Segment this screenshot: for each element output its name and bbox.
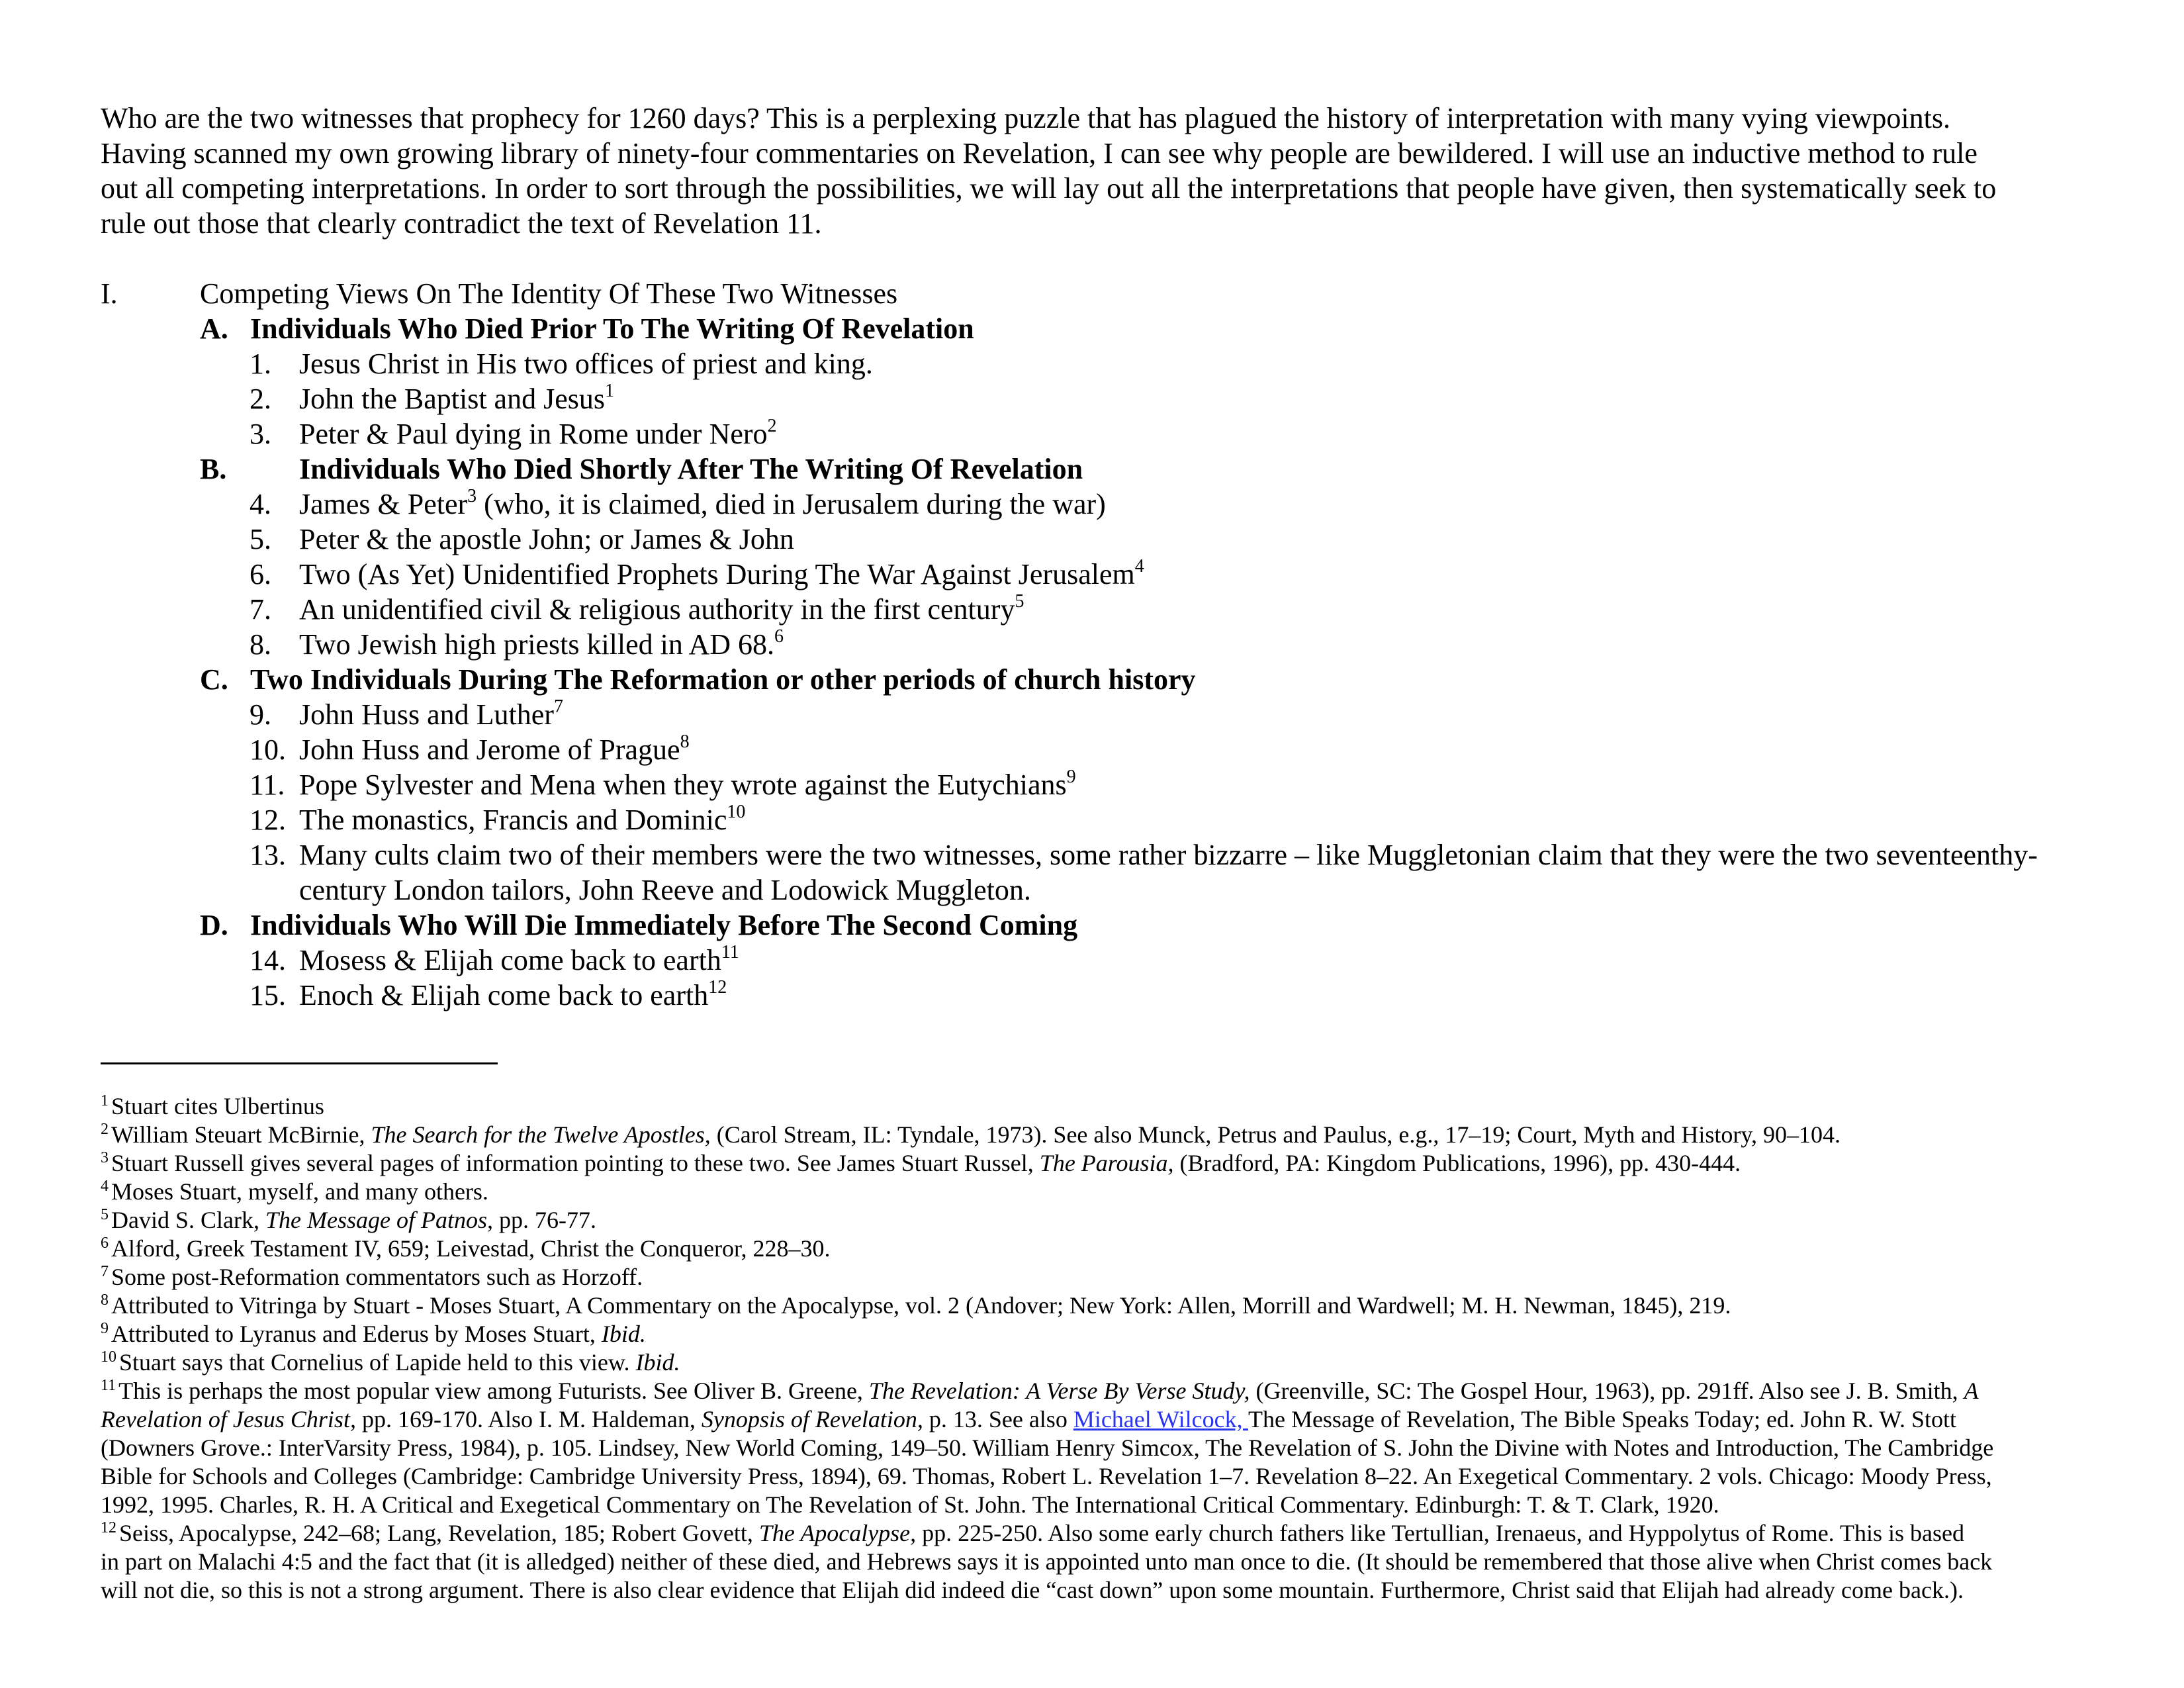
group-title: Individuals Who Died Prior To The Writing Of Revelation [250,312,974,345]
outline-group-heading [101,311,2152,346]
footnote [101,1235,2126,1263]
outline-item [101,943,2152,978]
footnote-text: Stuart cites Ulbertinus [111,1093,324,1119]
group-label: D. [200,909,228,941]
item-number: 10. [250,733,286,766]
group-label: A. [200,312,228,345]
outline-groups [101,311,2152,1013]
item-number: 13. [250,839,286,871]
footnote-text: (Carol Stream, IL: Tyndale, 1973). See also Munck, Petrus and Paulus, e.g., 17–19; Court, Myth and History, 90–104. [710,1121,1841,1148]
item-text-wrap [299,487,1106,522]
footnote-ref[interactable]: 5 [1015,591,1024,612]
outline-item [101,557,2152,592]
item-number: 1. [250,348,271,380]
footnote-ref[interactable]: 11 [721,942,739,963]
footnote-text: (Greenville, SC: The Gospel Hour, 1963), pp. 291ff. Also see J. B. Smith, [1250,1378,1964,1404]
intro-line: out all competing interpretations. In order to sort through the possibilities, we will lay out all the interpretations that people have given, then systematically seek to [101,172,1997,205]
footnote [101,1121,2126,1149]
footnote-text: Some post-Reformation commentators such as Horzoff. [111,1264,643,1290]
footnote-text: pp. 76-77. [492,1207,596,1233]
footnote-title: The Apocalypse, [758,1520,917,1546]
item-text-wrap [299,627,784,662]
footnote-ref[interactable]: 9 [1066,767,1076,788]
footnote-title: A [1964,1378,1979,1404]
intro-line: rule out those that clearly contradict the text of Revelation 11. [101,207,822,240]
footnote-number: 9 [101,1320,109,1337]
footnote-title: Synopsis of Revelation, [701,1406,923,1432]
outline [101,276,2152,1013]
item-text: An unidentified civil & religious authority in the first century [299,593,1015,626]
item-text-wrap [299,416,777,451]
footnote-text: in part on Malachi 4:5 and the fact that (it is alledged) neither of these died, and Hebrews says it is appointed unto man once to die. (It should be remembered that those alive when Christ comes back [101,1548,1993,1575]
outline-item [101,592,2152,627]
item-number: 12. [250,804,286,836]
footnote-text: The Message of Revelation, The Bible Speaks Today; ed. John R. W. Stott [1248,1406,1957,1432]
footnote-number: 3 [101,1149,109,1166]
footnote-line [101,1405,2126,1434]
footnote-text: Stuart says that Cornelius of Lapide held to this view. [119,1349,636,1376]
footnote-text: Moses Stuart, myself, and many others. [111,1178,488,1205]
footnote [101,1348,2126,1377]
outline-section [101,276,2152,311]
item-text: John Huss and Luther [299,698,554,731]
footnote-title: The Parousia, [1039,1150,1174,1176]
outline-item [101,978,2152,1013]
footnote-number: 7 [101,1263,109,1280]
footnote-title: Ibid. [601,1321,646,1347]
item-text-line2: century London tailors, John Reeve and Lodowick Muggleton. [299,874,1031,906]
item-text: The monastics, Francis and Dominic [299,804,727,836]
footnote-title: Ibid. [635,1349,680,1376]
item-text: Two (As Yet) Unidentified Prophets During The War Against Jerusalem [299,558,1135,590]
footnote-line [101,1576,2126,1605]
footnote-text: Bible for Schools and Colleges (Cambridge: Cambridge University Press, 1894), 69. Thomas, Robert L. Revelation 1–7. Revelation 8–22. An Exegetical Commentary. 2 vols. Chicago: Moody Press, [101,1463,1992,1489]
footnote-ref[interactable]: 2 [767,416,777,437]
item-text-wrap [299,802,745,837]
item-number: 5. [250,523,271,555]
footnote-text: Alford, Greek Testament IV, 659; Leivestad, Christ the Conqueror, 228–30. [111,1235,831,1262]
item-text-wrap [299,943,739,978]
item-number: 9. [250,698,271,731]
item-number: 6. [250,558,271,590]
footnote-line [101,1548,2126,1576]
item-number: 7. [250,593,271,626]
footnote-number: 4 [101,1178,109,1195]
item-number: 11. [250,769,285,801]
footnote-ref[interactable]: 4 [1134,556,1144,577]
footnote-number: 10 [101,1348,116,1366]
footnote-title: The Message of Patnos, [265,1207,493,1233]
item-number: 4. [250,488,271,520]
item-text-wrap [299,381,614,416]
footnote-number: 5 [101,1206,109,1223]
footnote [101,1519,2126,1605]
outline-item [101,802,2152,837]
footnote-link[interactable]: Michael Wilcock, [1073,1406,1248,1432]
footnote-ref[interactable]: 7 [553,696,563,718]
outline-item [101,346,2152,381]
item-text-wrap [299,346,873,381]
item-text-wrap [299,837,2038,908]
item-text: James & Peter [299,488,468,520]
item-text: Many cults claim two of their members were the two witnesses, some rather bizzarre – like Muggletonian claim that they were the two seventeenthy- [299,839,2038,871]
footnote [101,1206,2126,1235]
intro-line: Who are the two witnesses that prophecy for 1260 days? This is a perplexing puzzle that has plagued the history of interpretation with many vying viewpoints. [101,102,1950,134]
footnote-ref[interactable]: 12 [708,977,727,998]
item-text: Jesus Christ in His two offices of priest and king. [299,348,873,380]
footnote-title: Revelation of Jesus Christ, [101,1406,356,1432]
footnote-line [101,1491,2126,1519]
outline-item [101,732,2152,767]
footnote-text: 1992, 1995. Charles, R. H. A Critical and Exegetical Commentary on The Revelation of St. John. The International Critical Commentary. Edinburgh: T. & T. Clark, 1920. [101,1491,1719,1518]
footnote-number: 8 [101,1291,109,1309]
group-title: Two Individuals During The Reformation or other periods of church history [250,663,1196,696]
footnote-text: pp. 169-170. Also I. M. Haldeman, [355,1406,702,1432]
footnote-ref[interactable]: 6 [774,626,784,647]
footnote-text: Attributed to Lyranus and Ederus by Moses Stuart, [111,1321,602,1347]
outline-item [101,416,2152,451]
outline-item [101,627,2152,662]
item-text: Mosess & Elijah come back to earth [299,944,721,976]
footnote-line [101,1434,2126,1462]
item-text-wrap [299,557,1144,592]
item-text: Peter & Paul dying in Rome under Nero [299,418,768,450]
footnote-number: 2 [101,1121,109,1138]
item-number: 3. [250,418,271,450]
footnote-number: 6 [101,1235,109,1252]
outline-item [101,381,2152,416]
outline-item [101,697,2152,732]
group-title: Individuals Who Died Shortly After The Writing Of Revelation [299,453,1083,485]
section-title: Competing Views On The Identity Of These Two Witnesses [200,277,898,310]
item-text: Two Jewish high priests killed in AD 68. [299,628,775,661]
footnote-text: Stuart Russell gives several pages of information pointing to these two. See James Stuart Russel, [111,1150,1040,1176]
item-text: Pope Sylvester and Mena when they wrote against the Eutychians [299,769,1067,801]
item-text: John the Baptist and Jesus [299,383,605,415]
item-text-wrap [299,732,690,767]
footnote [101,1092,2126,1121]
intro-line: Having scanned my own growing library of ninety-four commentaries on Revelation, I can see why people are bewildered. I will use an inductive method to rule [101,137,1978,169]
footnote-text: David S. Clark, [111,1207,265,1233]
footnote-ref[interactable]: 1 [604,381,614,402]
footnote-ref[interactable]: 8 [680,731,690,753]
item-number: 15. [250,979,286,1011]
group-label: C. [200,663,228,696]
outline-item [101,522,2152,557]
footnote-line [101,1462,2126,1491]
footnote-text: (Downers Grove.: InterVarsity Press, 1984), p. 105. Lindsey, New World Coming, 149–50. William Henry Simcox, The Revelation of S. John the Divine with Notes and Introduction, The Cambridge [101,1434,1994,1461]
footnote-number: 12 [101,1519,116,1536]
item-text: John Huss and Jerome of Prague [299,733,680,766]
item-number: 8. [250,628,271,661]
footnote-text: This is perhaps the most popular view among Futurists. See Oliver B. Greene, [118,1378,869,1404]
footnote [101,1149,2126,1178]
footnote-number: 1 [101,1092,109,1109]
item-number: 14. [250,944,286,976]
footnote [101,1377,2126,1519]
outline-item [101,487,2152,522]
footnote [101,1178,2126,1206]
item-text: Peter & the apostle John; or James & John [299,523,794,555]
item-number: 2. [250,383,271,415]
footnote [101,1291,2126,1320]
footnote-text: Attributed to Vitringa by Stuart - Moses Stuart, A Commentary on the Apocalypse, vol. 2 (Andover; New York: Allen, Morrill and Wardwell; M. H. Newman, 1845), 219. [111,1292,1731,1319]
footnote-text: will not die, so this is not a strong argument. There is also clear evidence that Elijah did indeed die “cast down” upon some mountain. Furthermore, Christ said that Elijah had already come back.). [101,1577,1964,1603]
footnote [101,1263,2126,1291]
outline-group-heading [101,908,2152,943]
footnote-ref[interactable]: 10 [727,802,746,823]
footnote-text: William Steuart McBirnie, [111,1121,371,1148]
intro-paragraph [101,101,2126,241]
footnote-title: The Revelation: A Verse By Verse Study, [868,1378,1250,1404]
item-text-wrap [299,978,727,1013]
footnote-text: pp. 225-250. Also some early church fathers like Tertullian, Irenaeus, and Hyppolytus of Rome. This is based [916,1520,1964,1546]
item-text: Enoch & Elijah come back to earth [299,979,709,1011]
item-text-wrap [299,697,563,732]
footnote-text: (Bradford, PA: Kingdom Publications, 1996), pp. 430-444. [1173,1150,1741,1176]
footnote-title: The Search for the Twelve Apostles, [371,1121,711,1148]
footnote [101,1320,2126,1348]
item-text-continued: (who, it is claimed, died in Jerusalem during the war) [477,488,1106,520]
footnotes [101,1092,2126,1605]
group-title: Individuals Who Will Die Immediately Before The Second Coming [250,909,1078,941]
footnote-number: 11 [101,1377,116,1394]
section-label: I. [101,277,118,310]
item-text-wrap [299,592,1024,627]
footnote-text: Seiss, Apocalypse, 242–68; Lang, Revelation, 185; Robert Govett, [119,1520,759,1546]
item-text-wrap [299,767,1076,802]
group-label: B. [200,453,227,485]
outline-item [101,767,2152,802]
footnote-ref[interactable]: 3 [467,486,477,507]
footnote-separator [101,1062,498,1064]
footnote-text: p. 13. See also [923,1406,1073,1432]
outline-item [101,837,2152,908]
item-text-wrap [299,522,794,557]
outline-group-heading [101,662,2152,697]
outline-group-heading [101,451,2152,487]
